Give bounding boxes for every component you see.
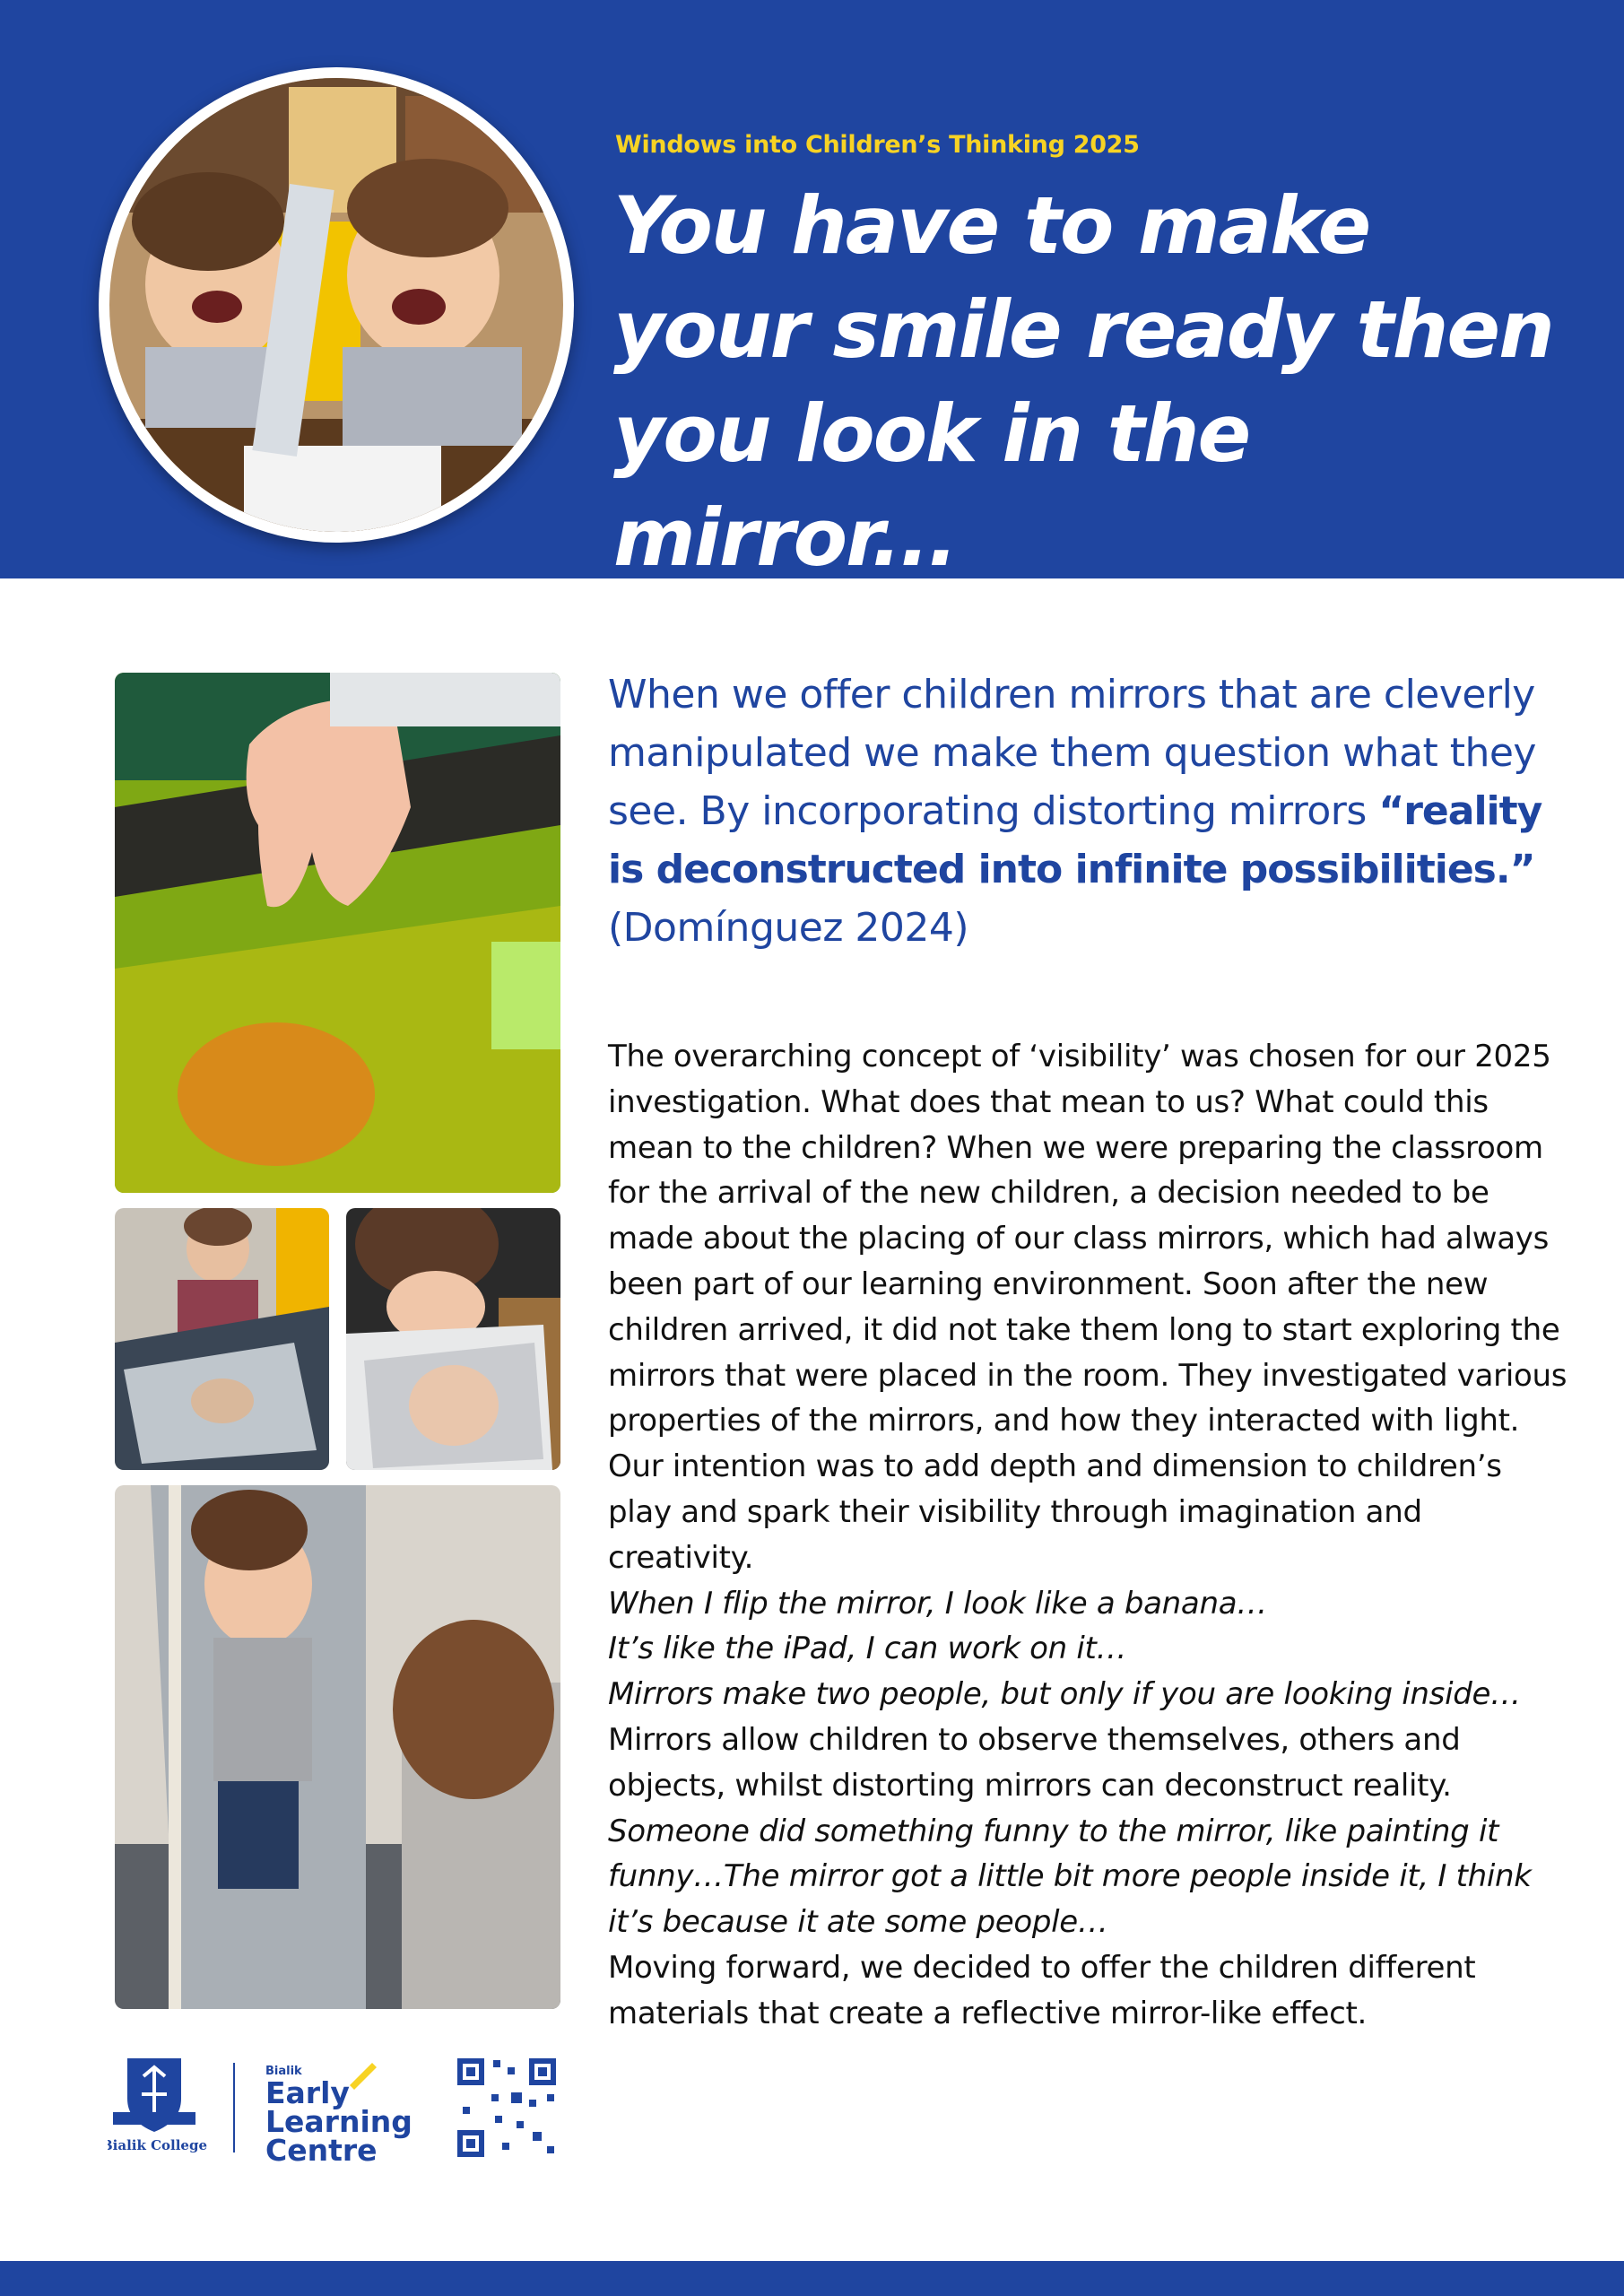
child-quote-4: Someone did something funny to the mirror, like painting it funny…The mirror got a little bit more people inside it, I think it’s because it ate some people… bbox=[608, 1813, 1532, 1941]
svg-text:Learning: Learning bbox=[265, 2104, 413, 2139]
body-paragraph-1: The overarching concept of ‘visibility’ was chosen for our 2025 investigation. What does that mean to us? What could this mean to the children? When we were preparing the classroom for the arrival of the new children, a decision needed to be made about the placing of our class mirrors, which had always been part of our learning environment. Soon after the new children arrived, it did not take them long to start exploring the mirrors that were placed in the room. They investigated various properties of the mirrors, and how they interacted with light. Our intention was to add depth and dimension to children’s play and spark their visibility through imagination and creativity. bbox=[608, 1039, 1568, 1576]
child-quote-1: When I flip the mirror, I look like a banana… bbox=[608, 1585, 1267, 1622]
body-paragraph-3: Moving forward, we decided to offer the children different materials that create a reflective mirror-like effect. bbox=[608, 1949, 1476, 2031]
svg-text:Bialik: Bialik bbox=[265, 2065, 302, 2078]
lead-text: When we offer children mirrors that are cleverly manipulated we make them question what they see. By incorporating distorting mirrors bbox=[608, 672, 1536, 834]
svg-text:Centre: Centre bbox=[265, 2133, 378, 2166]
page-title: You have to make your smile ready then you look in the mirror... bbox=[613, 179, 1553, 584]
bialik-college-logo bbox=[108, 2058, 207, 2153]
body-paragraph-2: Mirrors allow children to observe themselves, others and objects, whilst distorting mirrors can deconstruct reality. bbox=[608, 1721, 1461, 1804]
footer-bar bbox=[0, 2261, 1624, 2296]
photo-hand-on-mirror bbox=[115, 673, 560, 1193]
child-quote-3: Mirrors make two people, but only if you are looking inside… bbox=[608, 1676, 1521, 1713]
header-photo bbox=[109, 78, 563, 532]
photo-child-with-mirrors bbox=[115, 1208, 329, 1470]
child-quote-2: It’s like the iPad, I can work on it… bbox=[608, 1631, 1127, 1667]
early-learning-centre-logo bbox=[265, 2063, 413, 2166]
header-banner bbox=[0, 0, 1624, 584]
lead-citation: (Domínguez 2024) bbox=[608, 905, 969, 951]
body-text bbox=[608, 1034, 1568, 2037]
series-title: Windows into Children’s Thinking 2025 bbox=[615, 131, 1140, 159]
qr-code-icon bbox=[457, 2058, 556, 2157]
svg-text:Early: Early bbox=[265, 2075, 350, 2110]
lead-paragraph bbox=[608, 665, 1559, 957]
photo-reflection-on-mirror bbox=[346, 1208, 560, 1470]
lead-quote: “reality is deconstructed into infinite possibilities.” bbox=[608, 788, 1542, 892]
college-name: Bialik College bbox=[108, 2137, 208, 2153]
header-photo-frame bbox=[99, 67, 574, 543]
photo-girl-at-mirror bbox=[115, 1485, 560, 2009]
logo-strip bbox=[108, 2049, 574, 2166]
